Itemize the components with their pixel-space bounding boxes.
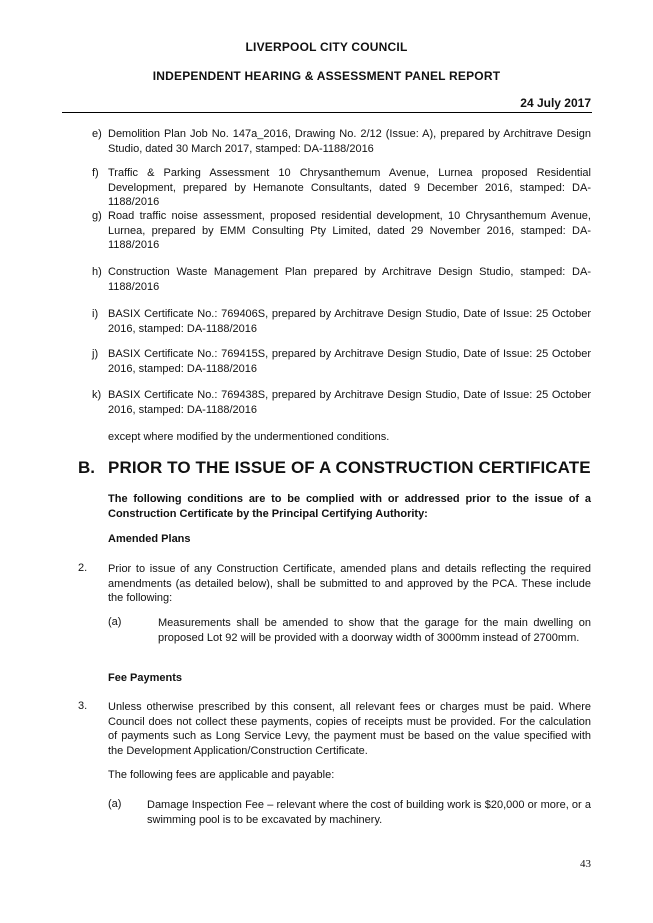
list-text: BASIX Certificate No.: 769415S, prepared by Architrave Design Studio, Date of Issue: 25 October 2016, stamped: DA-1188/2016 xyxy=(108,348,591,375)
list-item xyxy=(92,127,591,156)
list-marker: j) xyxy=(92,348,99,360)
report-date: 24 July 2017 xyxy=(520,96,591,110)
fees-applicable-text: The following fees are applicable and payable: xyxy=(108,769,335,781)
condition-number: 3. xyxy=(78,700,88,712)
sub-marker: (a) xyxy=(108,616,122,628)
section-letter: B. xyxy=(78,458,95,477)
sub-condition-text: Measurements shall be amended to show that the garage for the main dwelling on proposed Lot 92 will be provided with a doorway width of 3000mm instead of 2700mm. xyxy=(158,617,591,644)
condition-text: Unless otherwise prescribed by this consent, all relevant fees or charges must be paid. Where Council does not collect these payments, copies of receipts must be provided. For the calculation of payments such as Long Service Levy, the payment must be based on the value specified with the Development Application/Construction Certificate. xyxy=(108,701,591,757)
list-item xyxy=(92,166,591,210)
condition-number: 2. xyxy=(78,562,88,574)
list-marker: f) xyxy=(92,167,99,179)
list-marker: k) xyxy=(92,389,102,401)
list-text: Traffic & Parking Assessment 10 Chrysanthemum Avenue, Lurnea proposed Residential Development, prepared by Hemanote Consultants, dated 9 December 2016, stamped: DA-1188/2016 xyxy=(108,167,591,208)
fee-payments-heading: Fee Payments xyxy=(108,672,182,684)
list-marker: g) xyxy=(92,210,102,222)
except-note: except where modified by the undermentioned conditions. xyxy=(108,431,390,443)
council-name: LIVERPOOL CITY COUNCIL xyxy=(245,40,408,54)
list-text: Construction Waste Management Plan prepared by Architrave Design Studio, stamped: DA-1188/2016 xyxy=(108,266,591,293)
sub-condition-text: Damage Inspection Fee – relevant where the cost of building work is $20,000 or more, or a swimming pool is to be excavated by machinery. xyxy=(147,799,591,826)
list-item xyxy=(92,347,591,376)
list-text: Road traffic noise assessment, proposed residential development, 10 Chrysanthemum Avenue, Lurnea, prepared by EMM Consulting Pty Limited, dated 29 November 2016, stamped: DA-1188/2016 xyxy=(108,210,591,251)
list-item xyxy=(92,265,591,294)
report-title: INDEPENDENT HEARING & ASSESSMENT PANEL REPORT xyxy=(152,69,501,83)
list-marker: i) xyxy=(92,308,99,320)
list-marker: h) xyxy=(92,266,102,278)
page-number: 43 xyxy=(580,858,591,870)
list-text: BASIX Certificate No.: 769438S, prepared by Architrave Design Studio, Date of Issue: 25 October 2016, stamped: DA-1188/2016 xyxy=(108,389,591,416)
list-marker: e) xyxy=(92,128,102,140)
section-intro: The following conditions are to be complied with or addressed prior to the issue of a Construction Certificate by the Principal Certifying Authority: xyxy=(108,493,591,520)
section-title: PRIOR TO THE ISSUE OF A CONSTRUCTION CERTIFICATE xyxy=(108,458,591,477)
list-text: BASIX Certificate No.: 769406S, prepared by Architrave Design Studio, Date of Issue: 25 October 2016, stamped: DA-1188/2016 xyxy=(108,308,591,335)
list-item xyxy=(92,307,591,336)
header-divider xyxy=(62,112,592,113)
list-item xyxy=(92,388,591,417)
sub-marker: (a) xyxy=(108,798,122,810)
amended-plans-heading: Amended Plans xyxy=(108,533,191,545)
condition-text: Prior to issue of any Construction Certificate, amended plans and details reflecting the required amendments (as detailed below), shall be submitted to and approved by the PCA. These include the following: xyxy=(108,563,591,604)
list-item xyxy=(92,209,591,253)
list-text: Demolition Plan Job No. 147a_2016, Drawing No. 2/12 (Issue: A), prepared by Architrave Design Studio, dated 30 March 2017, stamped: DA-1188/2016 xyxy=(108,128,591,155)
